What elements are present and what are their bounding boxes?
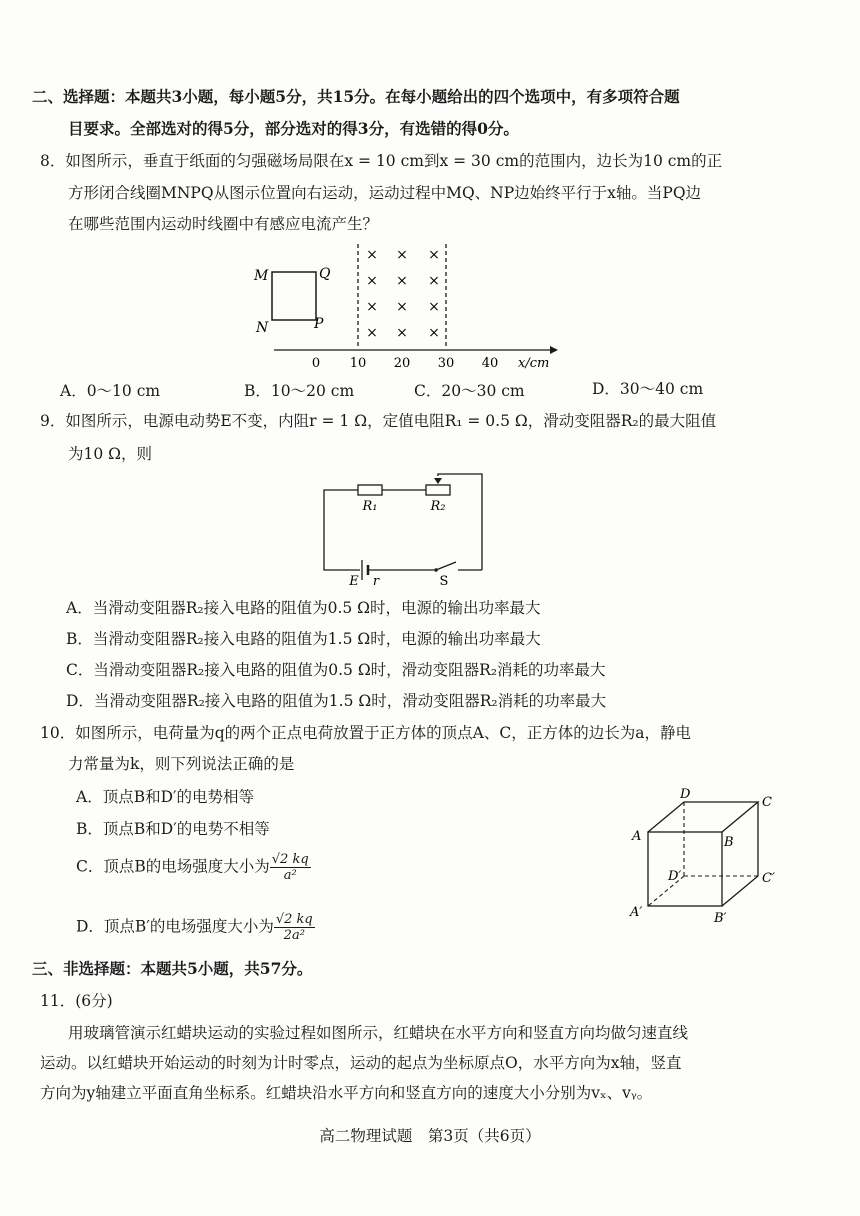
field-mark: × (396, 299, 408, 315)
field-mark: × (428, 247, 440, 263)
label-p: P (314, 316, 324, 332)
q9-stem-line1: 9．如图所示，电源电动势E不变，内阻r = 1 Ω，定值电阻R₁ = 0.5 Ω，滑动变阻器R₂的最大阻值 (40, 412, 717, 430)
x-axis-arrow (550, 346, 558, 354)
q8-option-d: D．30～40 cm (592, 380, 704, 398)
field-mark: × (396, 325, 408, 341)
label-s: S (439, 574, 449, 589)
vertex-c-prime: C′ (762, 871, 775, 886)
field-mark: × (366, 325, 378, 341)
tick-0: 0 (311, 356, 321, 371)
q8-figure-magnetic-field (240, 240, 570, 375)
field-mark: × (428, 273, 440, 289)
q10-option-c-text: C．顶点B的电场强度大小为 (76, 857, 270, 876)
label-q: Q (319, 266, 331, 282)
cube-front-face (648, 832, 722, 906)
q8-option-b: B．10～20 cm (244, 382, 355, 400)
q11-line3: 方向为y轴建立平面直角坐标系。红蜡块沿水平方向和竖直方向的速度大小分别为vₓ、vᵧ。 (40, 1084, 653, 1102)
q10-stem-line1: 10．如图所示，电荷量为q的两个正点电荷放置于正方体的顶点A、C，正方体的边长为a，静电 (40, 724, 691, 742)
q9-option-c: C．当滑动变阻器R₂接入电路的阻值为0.5 Ω时，滑动变阻器R₂消耗的功率最大 (66, 661, 606, 679)
slider-arrow (434, 478, 442, 484)
section2-heading-line2: 目要求。全部选对的得5分，部分选对的得3分，有选错的得0分。 (68, 119, 519, 138)
q9-option-d: D．当滑动变阻器R₂接入电路的阻值为1.5 Ω时，滑动变阻器R₂消耗的功率最大 (66, 692, 607, 710)
slider-wire (438, 474, 482, 570)
q10-stem-line2: 力常量为k，则下列说法正确的是 (68, 755, 295, 773)
q11-line2: 运动。以红蜡块开始运动的时刻为计时零点，运动的起点为坐标原点O，水平方向为x轴，竖直 (40, 1054, 682, 1072)
vertex-c: C (762, 795, 772, 810)
q10-option-d (76, 912, 315, 943)
q9-stem-line2: 为10 Ω，则 (68, 445, 153, 463)
q9-option-b: B．当滑动变阻器R₂接入电路的阻值为1.5 Ω时，电源的输出功率最大 (66, 630, 541, 648)
q11-head: 11．(6分) (40, 992, 113, 1010)
vertex-b: B (724, 835, 734, 850)
coil-square (272, 272, 316, 320)
fraction-numerator: √2 kq (275, 912, 313, 927)
q10-option-a: A．顶点B和D′的电势相等 (76, 788, 255, 806)
vertex-d-prime: D′ (668, 869, 682, 884)
q10-figure-cube (624, 786, 794, 936)
q8-option-c: C．20～30 cm (414, 382, 525, 400)
x-axis-label: x/cm (518, 356, 550, 371)
label-e: E (349, 574, 359, 589)
fraction-denominator: a² (283, 868, 297, 883)
switch-blade (436, 562, 456, 570)
label-n: N (256, 320, 269, 336)
q8-option-a: A．0～10 cm (60, 382, 161, 400)
q10-option-d-text: D．顶点B′的电场强度大小为 (76, 917, 274, 936)
tick-10: 10 (349, 356, 367, 371)
label-r1: R₁ (362, 499, 378, 514)
q11-line1: 用玻璃管演示红蜡块运动的实验过程如图所示，红蜡块在水平方向和竖直方向均做匀速直线 (68, 1024, 689, 1042)
fraction-denominator: 2a² (283, 928, 305, 943)
q8-stem-line1: 8．如图所示，垂直于纸面的匀强磁场局限在x = 10 cm到x = 30 cm的范围内，边长为10 cm的正 (40, 152, 723, 170)
tick-40: 40 (481, 356, 499, 371)
q9-figure-circuit (310, 468, 500, 590)
wire-top-left (324, 490, 360, 570)
field-mark: × (428, 325, 440, 341)
fraction-numerator: √2 kq (271, 852, 309, 867)
resistor-r2 (426, 485, 450, 495)
field-mark: × (366, 299, 378, 315)
tick-20: 20 (393, 356, 411, 371)
section3-heading: 三、非选择题：本题共5小题，共57分。 (32, 959, 313, 978)
resistor-r1 (358, 485, 382, 495)
q10-option-b: B．顶点B和D′的电势不相等 (76, 820, 270, 838)
q10-option-c (76, 852, 311, 883)
vertex-d: D (680, 787, 691, 802)
q10-option-d-fraction (274, 912, 315, 943)
field-mark: × (366, 273, 378, 289)
field-mark: × (396, 247, 408, 263)
tick-30: 30 (437, 356, 455, 371)
vertex-b-prime: B′ (714, 911, 727, 926)
q10-option-c-fraction (270, 852, 311, 883)
label-m: M (254, 268, 269, 284)
cube-top-edges (648, 802, 758, 832)
vertex-a: A (632, 829, 642, 844)
label-r2: R₂ (430, 499, 446, 514)
q8-stem-line2: 方形闭合线圈MNPQ从图示位置向右运动，运动过程中MQ、NP边始终平行于x轴。当PQ边 (68, 184, 702, 202)
q9-option-a: A．当滑动变阻器R₂接入电路的阻值为0.5 Ω时，电源的输出功率最大 (66, 599, 541, 617)
field-mark: × (396, 273, 408, 289)
section2-heading-line1: 二、选择题：本题共3小题，每小题5分，共15分。在每小题给出的四个选项中，有多项符合题 (32, 87, 680, 106)
vertex-a-prime: A′ (630, 905, 643, 920)
q8-stem-line3: 在哪些范围内运动时线圈中有感应电流产生？ (68, 215, 379, 233)
field-mark: × (366, 247, 378, 263)
label-r: r (372, 574, 380, 589)
field-mark: × (428, 299, 440, 315)
page-footer: 高二物理试题 第3页（共6页） (319, 1127, 541, 1145)
